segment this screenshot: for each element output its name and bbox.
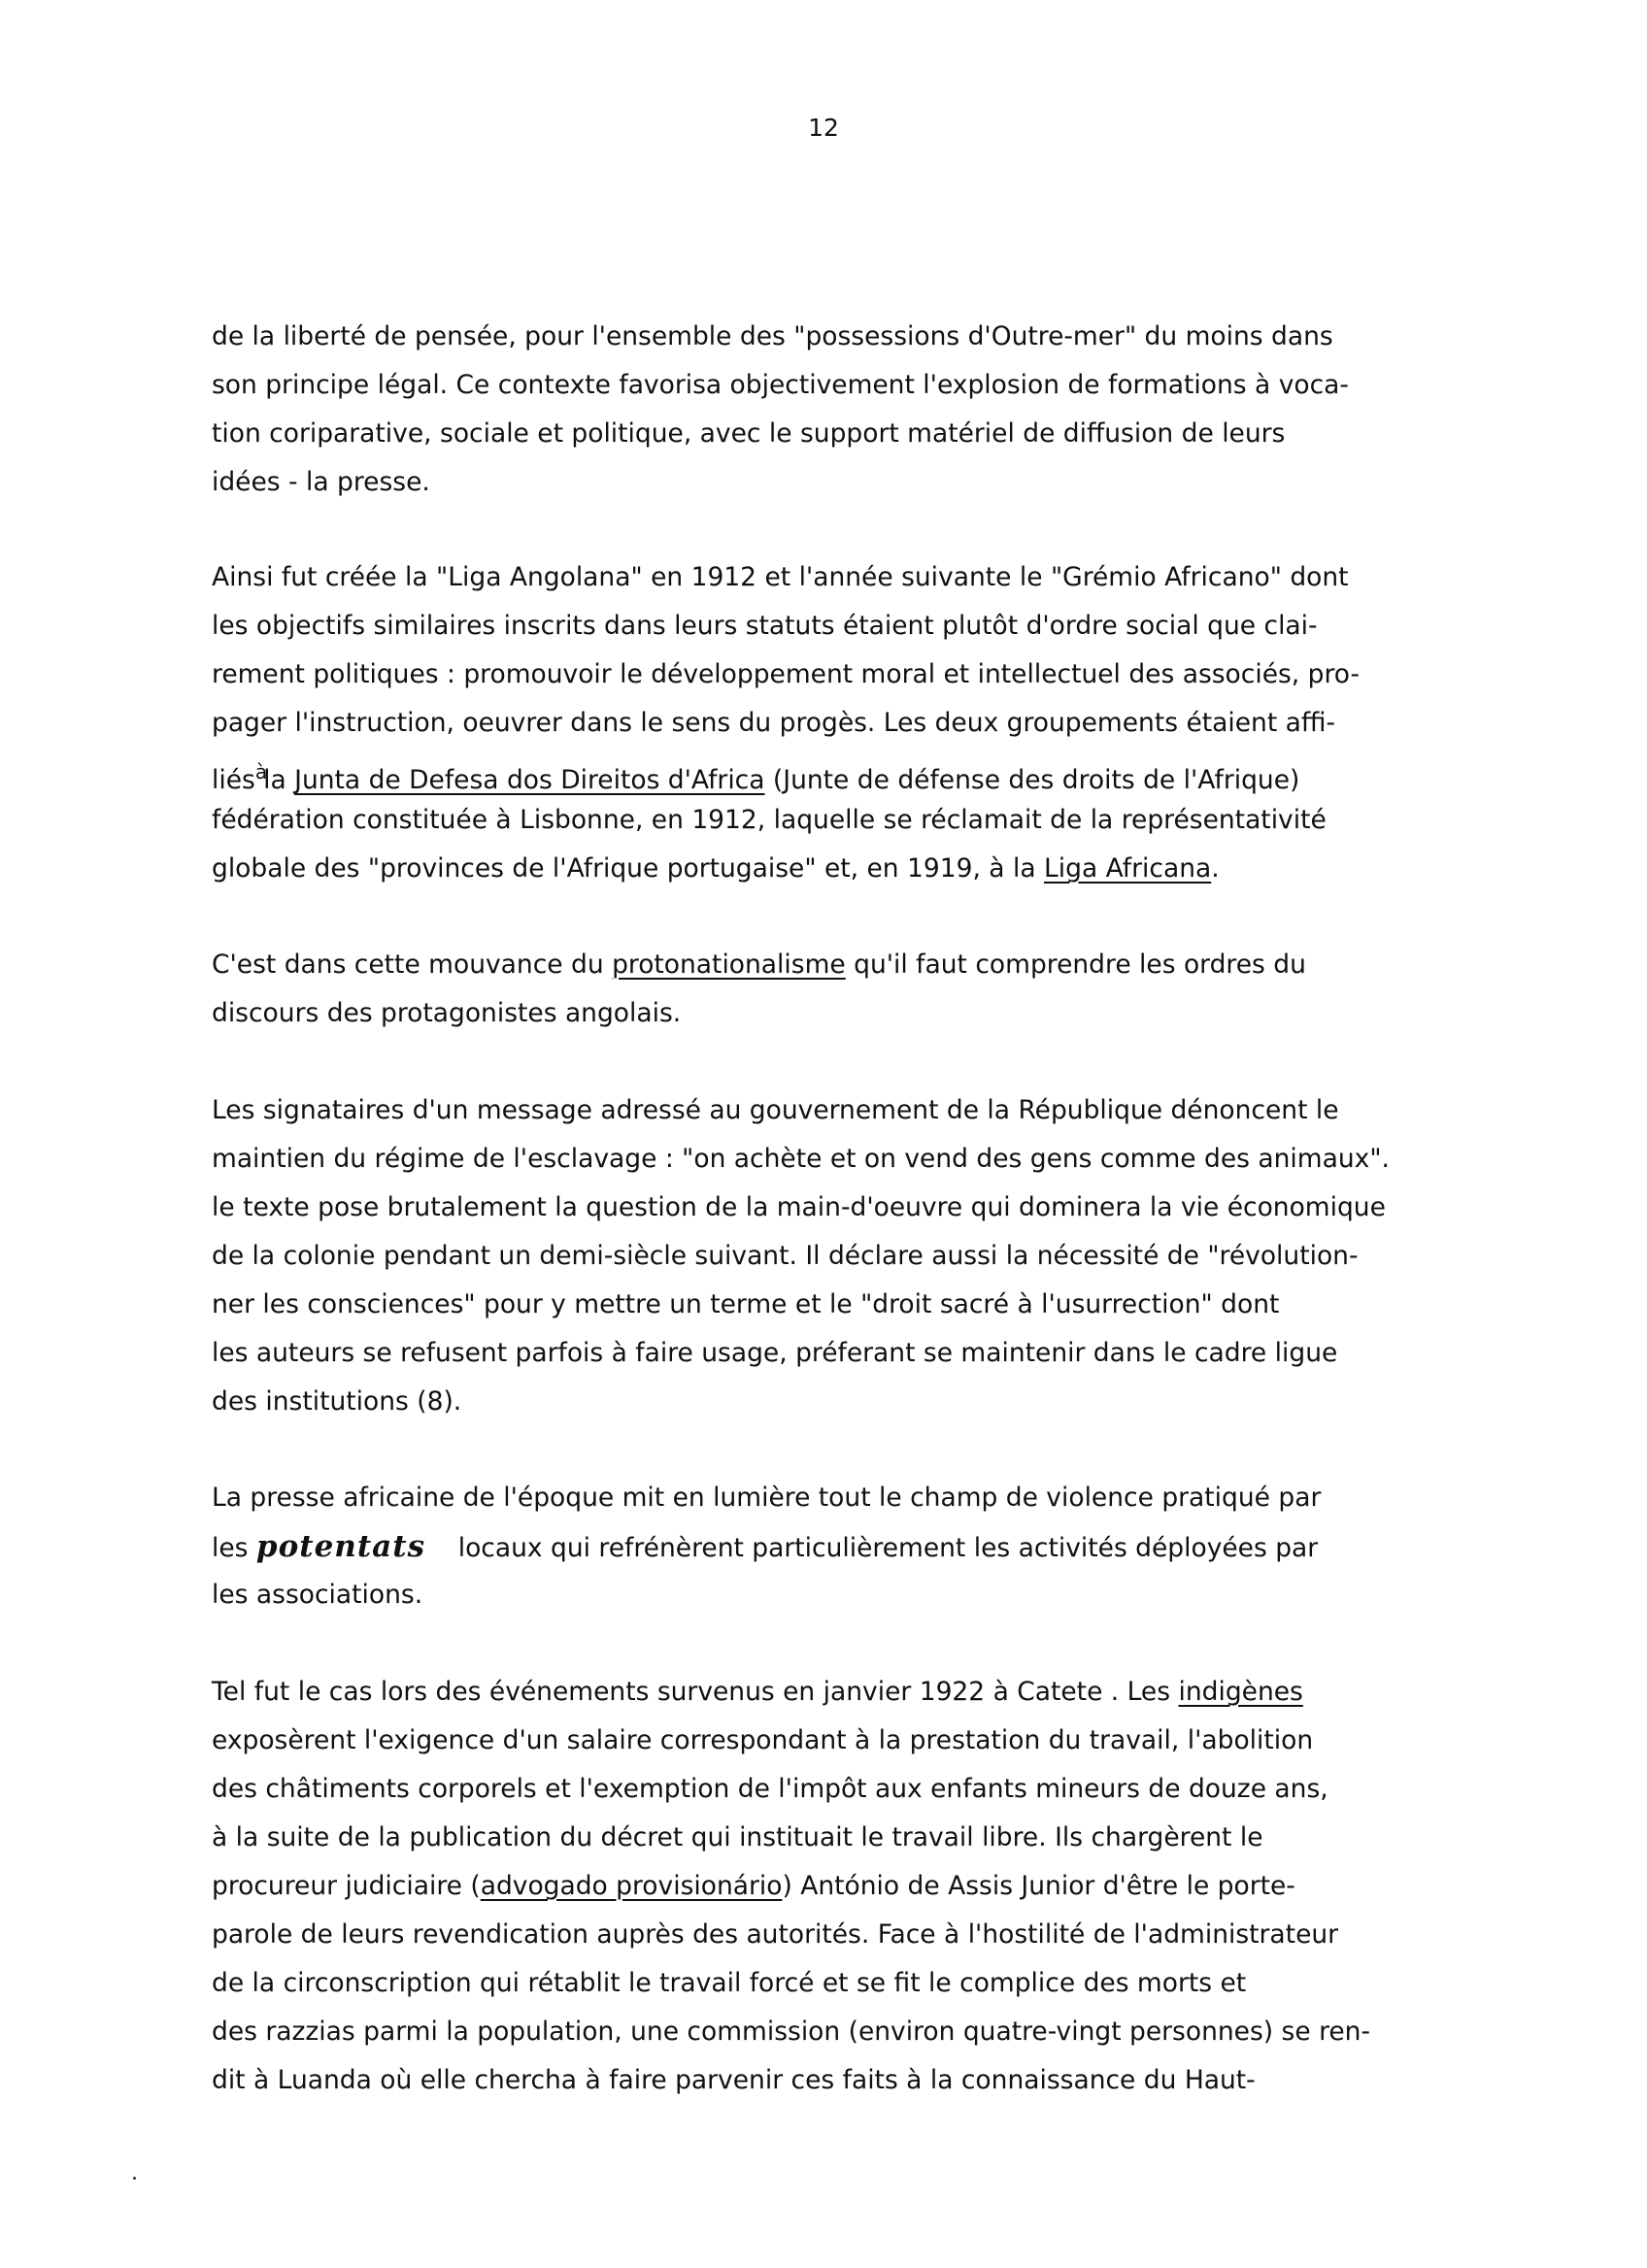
text-line: de la liberté de pensée, pour l'ensemble des "possessions d'Outre-mer" du moins dans: [212, 321, 1333, 351]
text-line: les objectifs similaires inscrits dans leurs statuts étaient plutôt d'ordre social que clai-: [212, 611, 1318, 641]
text-line: discours des protagonistes angolais.: [212, 998, 682, 1028]
text-line: [212, 941, 1571, 989]
paragraph-2: [212, 553, 1571, 893]
text-fragment: (Junte de défense des droits de l'Afrique): [764, 764, 1300, 795]
text-line: idées - la presse.: [212, 467, 430, 497]
text-line: [212, 845, 1571, 893]
text-line: les associations.: [212, 1580, 423, 1610]
paragraph-1: [212, 313, 1571, 507]
text-fragment: la: [263, 764, 295, 795]
page-number: 12: [808, 114, 839, 142]
text-line: de la colonie pendant un demi-siècle suivant. Il déclare aussi la nécessité de "révolution-: [212, 1241, 1359, 1271]
handwritten-insertion-mark: à: [254, 760, 268, 784]
text-line: Ainsi fut créée la "Liga Angolana" en 1912 et l'année suivante le "Grémio Africano" dont: [212, 562, 1349, 592]
text-line: maintien du régime de l'esclavage : "on achète et on vend des gens comme des animaux".: [212, 1144, 1390, 1174]
text-line: [212, 1668, 1571, 1717]
scan-speck: [133, 2177, 136, 2180]
text-fragment: qu'il faut comprendre les ordres du: [845, 950, 1306, 980]
text-fragment: Tel fut le cas lors des événements survenus en janvier 1922 à Catete . Les: [212, 1677, 1179, 1707]
text-line: parole de leurs revendication auprès des autorités. Face à l'hostilité de l'administrateur: [212, 1919, 1339, 1950]
text-line: [212, 1522, 1571, 1571]
underlined-term: advogado provisionário: [480, 1871, 783, 1901]
text-line: La presse africaine de l'époque mit en lumière tout le champ de violence pratiqué par: [212, 1483, 1322, 1513]
text-fragment: les: [212, 1533, 256, 1563]
text-line: tion coriparative, sociale et politique, avec le support matériel de diffusion de leurs: [212, 418, 1286, 449]
paragraph-6: [212, 1668, 1571, 2105]
text-line: pager l'instruction, oeuvrer dans le sens du progès. Les deux groupements étaient affi-: [212, 708, 1336, 738]
text-line: des châtiments corporels et l'exemption de l'impôt aux enfants mineurs de douze ans,: [212, 1774, 1328, 1804]
paragraph-4: [212, 1086, 1571, 1426]
underlined-term: indigènes: [1178, 1677, 1303, 1707]
underlined-term: protonationalisme: [612, 950, 846, 980]
text-fragment: .: [1211, 853, 1220, 884]
text-fragment: procureur judiciaire (: [212, 1871, 481, 1901]
text-fragment: liés: [212, 764, 255, 795]
text-line: fédération constituée à Lisbonne, en 1912, laquelle se réclamait de la représentativité: [212, 805, 1327, 835]
underlined-term: Liga Africana: [1044, 853, 1212, 884]
underlined-term: Junta de Defesa dos Direitos d'Africa: [294, 764, 765, 795]
text-line: son principe légal. Ce contexte favorisa objectivement l'explosion de formations à voca-: [212, 370, 1349, 400]
text-line: de la circonscription qui rétablit le travail forcé et se fit le complice des morts et: [212, 1968, 1247, 1998]
text-line: [212, 748, 1571, 796]
text-line: à la suite de la publication du décret qui instituait le travail libre. Ils chargèrent le: [212, 1822, 1263, 1852]
text-line: le texte pose brutalement la question de la main-d'oeuvre qui dominera la vie économique: [212, 1192, 1386, 1222]
text-line: dit à Luanda où elle chercha à faire parvenir ces faits à la connaissance du Haut-: [212, 2065, 1256, 2095]
handwritten-word: potentats: [255, 1529, 426, 1564]
text-fragment: globale des "provinces de l'Afrique portugaise" et, en 1919, à la: [212, 853, 1044, 884]
text-line: [212, 1862, 1571, 1911]
text-line: rement politiques : promouvoir le développement moral et intellectuel des associés, pro-: [212, 659, 1361, 689]
text-fragment: locaux qui refrénèrent particulièrement les activités déployées par: [425, 1533, 1319, 1563]
text-line: exposèrent l'exigence d'un salaire correspondant à la prestation du travail, l'abolition: [212, 1725, 1314, 1755]
text-line: Les signataires d'un message adressé au gouvernement de la République dénoncent le: [212, 1095, 1339, 1125]
paragraph-3: [212, 941, 1571, 1038]
paragraph-5: [212, 1474, 1571, 1619]
text-line: des razzias parmi la population, une commission (environ quatre-vingt personnes) se ren-: [212, 2017, 1371, 2047]
text-fragment: ) António de Assis Junior d'être le porte-: [782, 1871, 1295, 1901]
text-line: des institutions (8).: [212, 1386, 462, 1417]
text-fragment: C'est dans cette mouvance du: [212, 950, 613, 980]
text-line: les auteurs se refusent parfois à faire usage, préferant se maintenir dans le cadre ligue: [212, 1338, 1338, 1368]
text-line: ner les consciences" pour y mettre un terme et le "droit sacré à l'usurrection" dont: [212, 1289, 1280, 1319]
